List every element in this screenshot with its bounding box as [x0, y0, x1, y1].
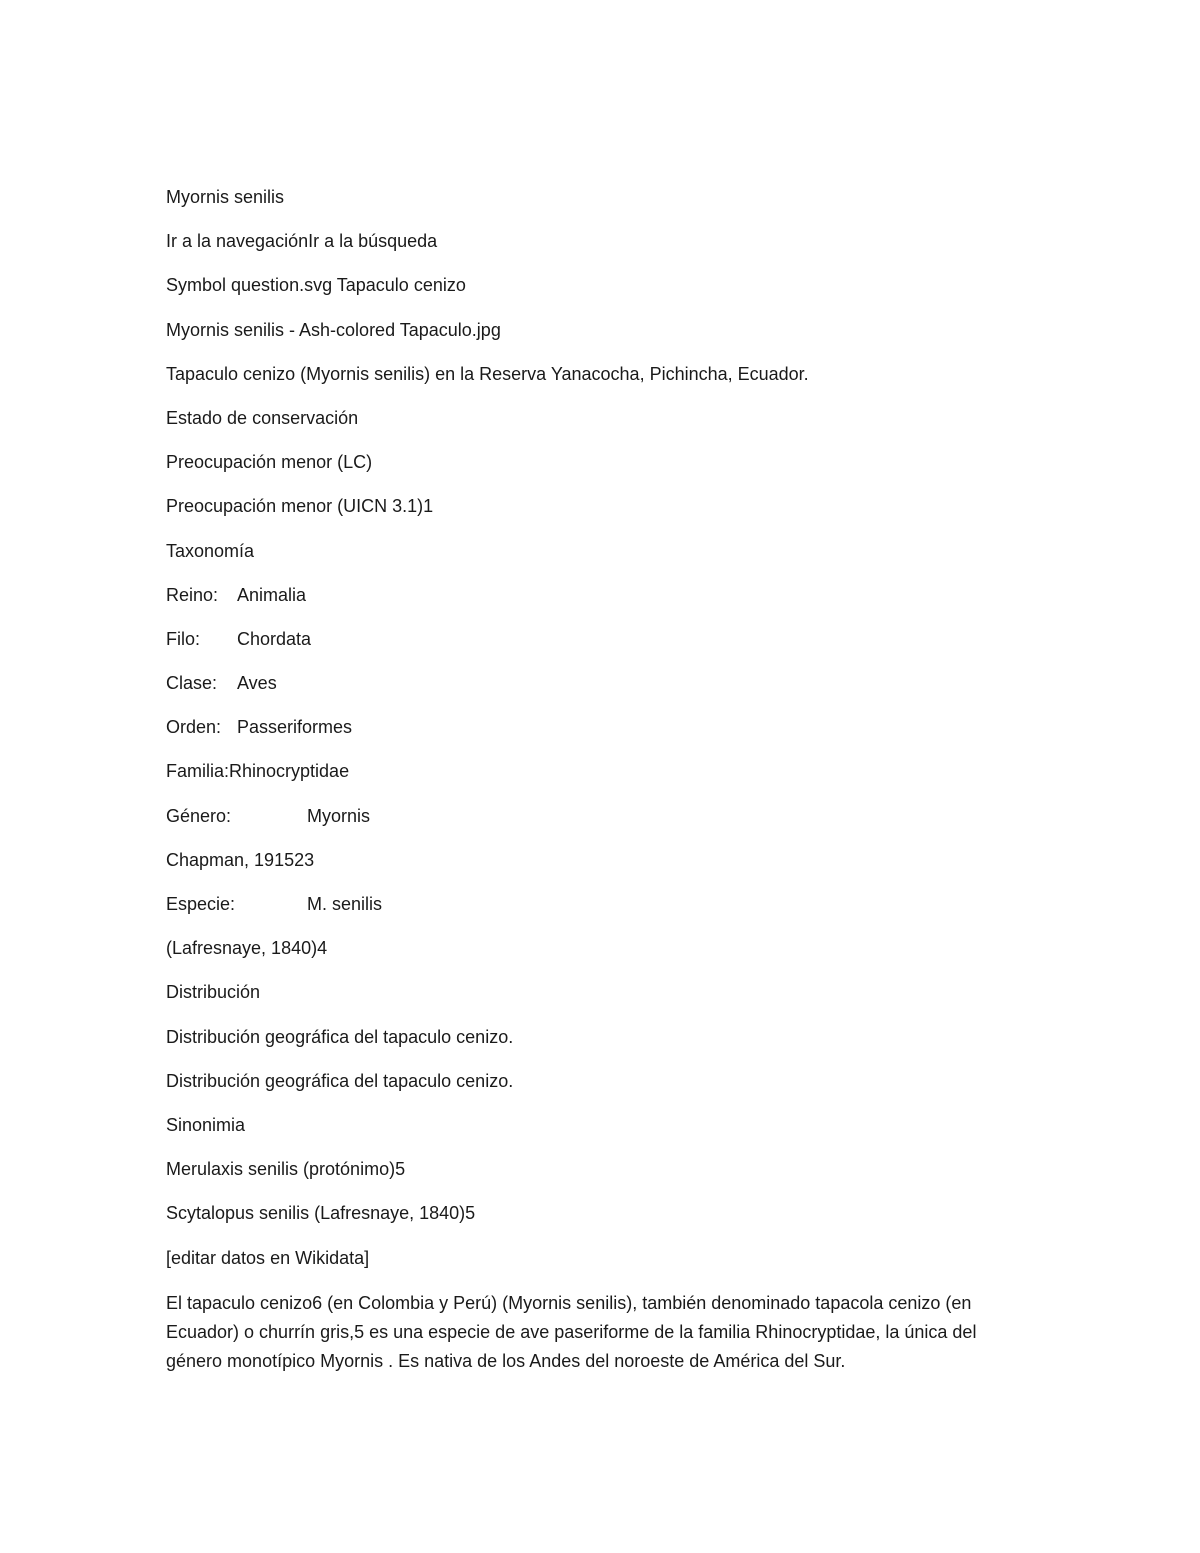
- taxonomy-row-filo: [166, 626, 1026, 652]
- taxonomy-label: Clase:: [166, 673, 218, 694]
- infobox-title: Symbol question.svg Tapaculo cenizo: [166, 275, 466, 296]
- taxonomy-label: Orden:: [166, 717, 222, 738]
- conservation-status: Preocupación menor (LC): [166, 452, 373, 473]
- taxonomy-row-clase: [166, 670, 1026, 696]
- synonymy-heading: Sinonimia: [166, 1114, 246, 1135]
- taxonomy-label: Reino:: [166, 584, 219, 605]
- species-authority: (Lafresnaye, 1840)4: [166, 938, 328, 959]
- taxonomy-row-familia: [166, 758, 1026, 784]
- edit-wikidata-text: [editar datos en Wikidata]: [166, 1247, 370, 1268]
- genus-authority: Chapman, 191523: [166, 849, 315, 870]
- taxonomy-heading: Taxonomía: [166, 540, 255, 561]
- taxonomy-row-genero: [166, 803, 1026, 829]
- doc-title: Myornis senilis: [166, 187, 285, 207]
- taxonomy-row-especie: [166, 891, 1026, 917]
- taxonomy-label: Filo:: [166, 628, 201, 649]
- taxonomy-value: Aves: [237, 673, 277, 694]
- synonym-item: Merulaxis senilis (protónimo)5: [166, 1159, 406, 1180]
- taxonomy-label: Especie:: [166, 894, 236, 914]
- taxonomy-row-orden: [166, 714, 1026, 740]
- distribution-heading: Distribución: [166, 982, 261, 1003]
- taxonomy-row-reino: [166, 582, 1026, 608]
- image-caption: Tapaculo cenizo (Myornis senilis) en la Reserva Yanacocha, Pichincha, Ecuador.: [166, 363, 809, 384]
- distribution-caption: Distribución geográfica del tapaculo cenizo.: [166, 1026, 514, 1047]
- image-filename: Myornis senilis - Ash-colored Tapaculo.jpg: [166, 319, 501, 340]
- taxonomy-label: Familia:: [166, 761, 230, 782]
- intro-paragraph: El tapaculo cenizo6 (en Colombia y Perú) (Myornis senilis), también denominado tapacola cenizo (en Ecuador) o churrín gris,5 es una especie de ave paseriforme de la familia Rhinocryptidae, la única del género monotípico Myornis . Es nativa de los Andes del noroeste de América del Sur.: [166, 1292, 977, 1371]
- taxonomy-label: Género:: [166, 805, 232, 826]
- distribution-caption-repeat: Distribución geográfica del tapaculo cenizo.: [166, 1070, 514, 1091]
- taxonomy-value: Myornis: [307, 805, 371, 826]
- taxonomy-value: Animalia: [237, 584, 307, 605]
- document-body: [166, 184, 1026, 1376]
- nav-links-text: Ir a la navegaciónIr a la búsqueda: [166, 231, 438, 252]
- conservation-heading: Estado de conservación: [166, 407, 359, 428]
- synonym-item: Scytalopus senilis (Lafresnaye, 1840)5: [166, 1203, 476, 1224]
- taxonomy-value: M. senilis: [307, 894, 383, 914]
- conservation-status-iucn: Preocupación menor (UICN 3.1)1: [166, 496, 434, 517]
- taxonomy-value: Rhinocryptidae: [229, 761, 350, 782]
- taxonomy-value: Chordata: [237, 628, 312, 649]
- taxonomy-value: Passeriformes: [237, 717, 353, 738]
